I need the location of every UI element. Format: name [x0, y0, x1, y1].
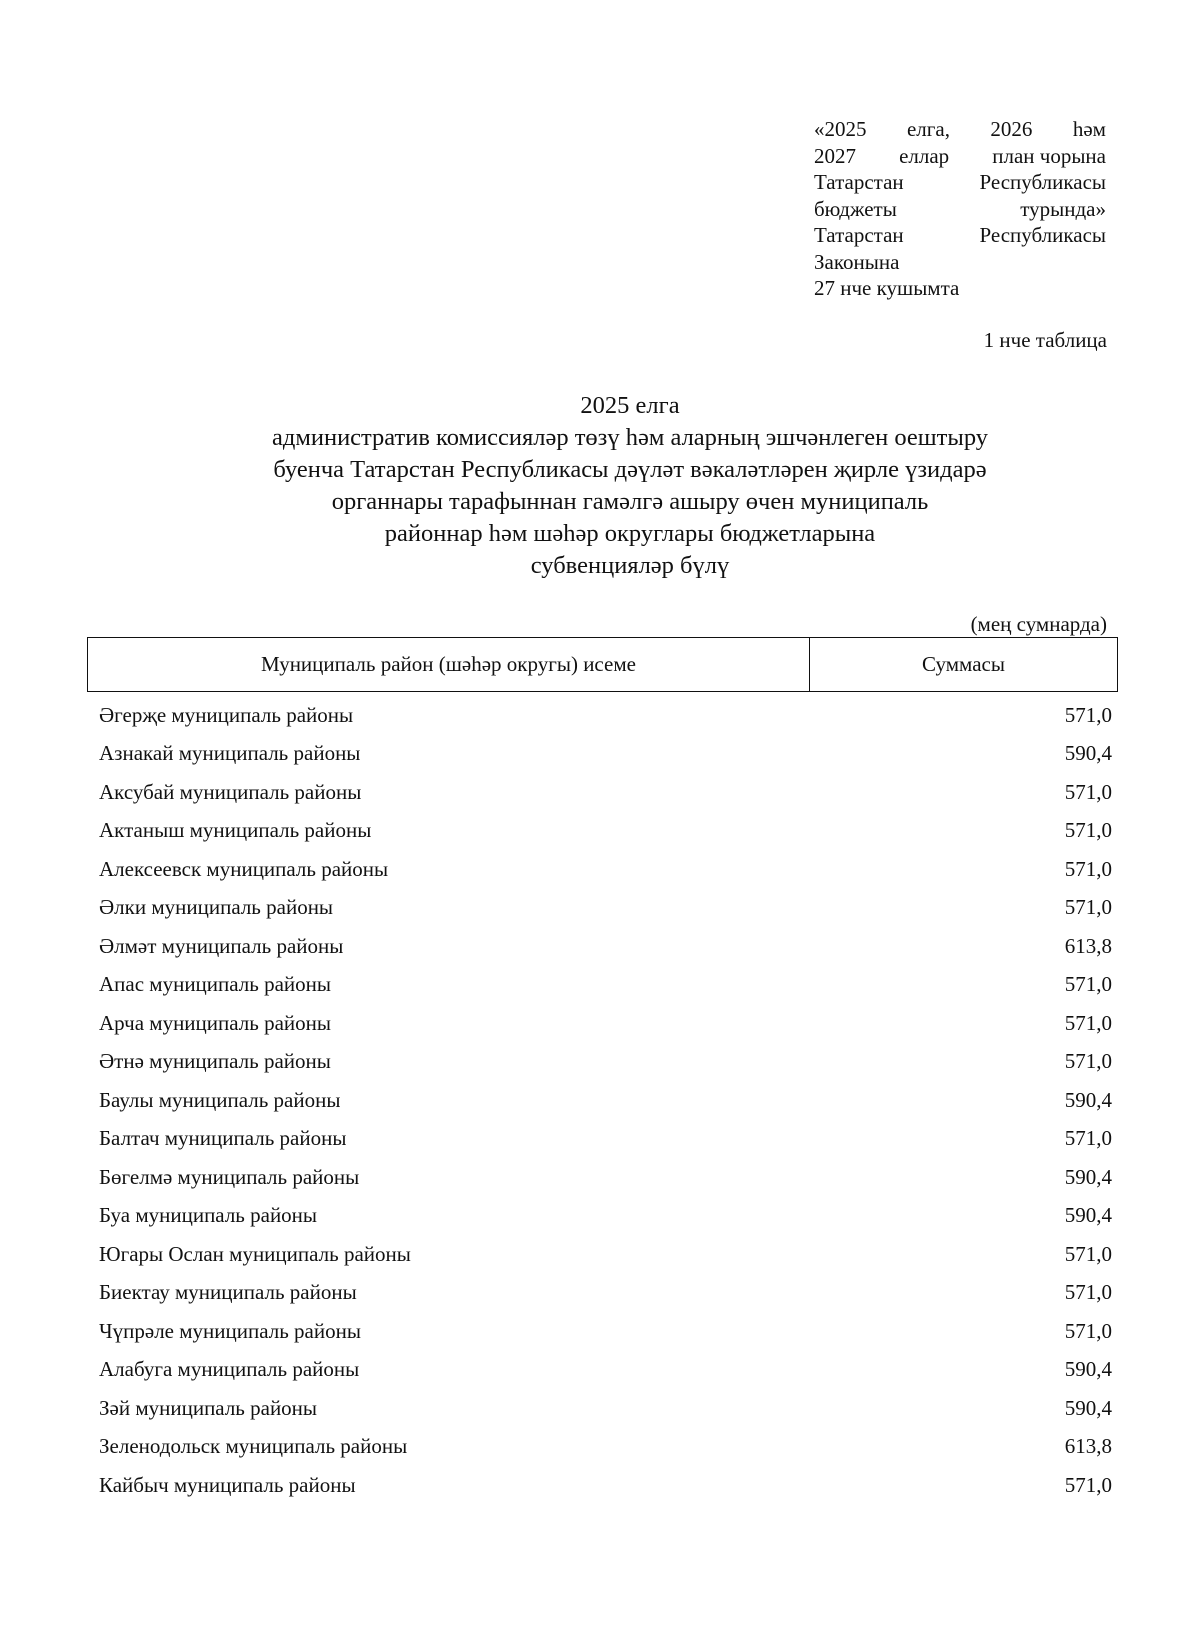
- amount-value: 571,0: [1064, 1241, 1112, 1266]
- table-row: [99, 1235, 1112, 1274]
- table-row: [99, 1389, 1112, 1428]
- table-row: [99, 1466, 1112, 1505]
- law-reference-line-1: [814, 116, 1106, 143]
- amount-value: 571,0: [1064, 1318, 1112, 1343]
- amount-value: 571,0: [1064, 972, 1112, 997]
- district-name: Алексеевск муниципаль районы: [99, 856, 389, 881]
- title-line: административ комиссияләр төзү һәм аларның эшчәнлеген оештыру: [272, 424, 988, 451]
- law-reference-word: Республикасы: [979, 170, 1106, 194]
- table-row: [99, 927, 1112, 966]
- law-reference-word: бюджеты: [814, 196, 897, 221]
- title-line: субвенцияләр бүлү: [530, 552, 730, 579]
- amount-value: 571,0: [1064, 1049, 1112, 1074]
- table-row: [99, 1428, 1112, 1467]
- district-name: Арча муниципаль районы: [99, 1010, 331, 1035]
- district-name: Әлмәт муниципаль районы: [99, 933, 344, 958]
- title-line: буенча Татарстан Республикасы дәүләт вәкаләтләрен җирле үзидарә: [273, 456, 987, 483]
- law-reference-line-5: [814, 222, 1106, 249]
- column-header-name: Муниципаль район (шәһәр округы) исеме: [88, 638, 810, 691]
- law-reference-word: һәм: [1072, 117, 1106, 141]
- amount-value: 590,4: [1064, 1087, 1112, 1112]
- amount-value: 590,4: [1064, 1164, 1112, 1189]
- table-number: 1 нче таблица: [983, 328, 1107, 352]
- district-name: Бөгелмә муниципаль районы: [99, 1164, 360, 1189]
- law-reference-word: Татарстан: [814, 223, 904, 247]
- amount-value: 571,0: [1064, 702, 1112, 727]
- district-name: Баулы муниципаль районы: [99, 1087, 341, 1112]
- amount-value: 571,0: [1064, 1472, 1112, 1497]
- district-name: Алабуга муниципаль районы: [99, 1357, 360, 1382]
- table-row: [99, 1081, 1112, 1120]
- table-row: [99, 735, 1112, 774]
- amount-value: 571,0: [1064, 1280, 1112, 1305]
- title-line: 2025 елга: [580, 392, 680, 419]
- law-reference-word: 2026: [990, 117, 1033, 141]
- amount-value: 613,8: [1064, 933, 1112, 958]
- district-name: Әтнә муниципаль районы: [99, 1049, 331, 1074]
- amount-value: 571,0: [1064, 856, 1112, 881]
- district-name: Биектау муниципаль районы: [99, 1280, 357, 1305]
- district-name: Әгерҗе муниципаль районы: [99, 702, 354, 727]
- district-name: Апас муниципаль районы: [99, 972, 331, 997]
- district-name: Зәй муниципаль районы: [99, 1395, 318, 1420]
- table-row: [99, 1274, 1112, 1313]
- table-row: [99, 889, 1112, 928]
- district-name: Буа муниципаль районы: [99, 1203, 318, 1228]
- district-name: Актаныш муниципаль районы: [99, 818, 372, 843]
- table-row: [99, 1197, 1112, 1236]
- amount-value: 571,0: [1064, 818, 1112, 843]
- table-row: [99, 966, 1112, 1005]
- district-name: Азнакай муниципаль районы: [99, 741, 361, 766]
- law-reference-word: турында»: [1020, 196, 1106, 221]
- district-name: Балтач муниципаль районы: [99, 1126, 347, 1151]
- title-line: органнары тарафыннан гамәлгә ашыру өчен муниципаль: [331, 488, 929, 515]
- district-name: Аксубай муниципаль районы: [99, 779, 362, 804]
- amount-value: 571,0: [1064, 1126, 1112, 1151]
- law-reference-line-6: Законына: [814, 249, 900, 274]
- table-header: [87, 637, 1118, 692]
- law-reference-line-4: [814, 196, 1106, 223]
- document-title: [130, 390, 1130, 582]
- table-row: [99, 696, 1112, 735]
- law-reference-word: план чорына: [992, 143, 1106, 168]
- law-reference-line-3: [814, 169, 1106, 196]
- amount-value: 571,0: [1064, 1010, 1112, 1035]
- table-row: [99, 812, 1112, 851]
- table-row: [99, 1312, 1112, 1351]
- law-reference-word: 2027: [814, 143, 856, 168]
- district-name: Зеленодольск муниципаль районы: [99, 1434, 408, 1459]
- amount-value: 571,0: [1064, 779, 1112, 804]
- table-row: [99, 773, 1112, 812]
- units-label: (мең сумнарда): [970, 612, 1107, 636]
- amount-value: 590,4: [1064, 1395, 1112, 1420]
- table-row: [99, 1120, 1112, 1159]
- amount-value: 590,4: [1064, 1357, 1112, 1382]
- law-reference-word: Республикасы: [979, 223, 1106, 247]
- district-name: Чүпрәле муниципаль районы: [99, 1318, 361, 1343]
- law-reference: [814, 116, 1106, 302]
- law-reference-line-2: [814, 143, 1106, 170]
- table-row: [99, 1043, 1112, 1082]
- amount-value: 613,8: [1064, 1434, 1112, 1459]
- table-row: [99, 1158, 1112, 1197]
- table-row: [99, 850, 1112, 889]
- law-reference-line-7: 27 нче кушымта: [814, 276, 960, 300]
- column-header-amount: Суммасы: [922, 652, 1005, 676]
- law-reference-word: «2025: [814, 117, 867, 141]
- amount-value: 571,0: [1064, 895, 1112, 920]
- title-line: районнар һәм шәһәр округлары бюджетларына: [384, 520, 876, 547]
- law-reference-word: Татарстан: [814, 170, 904, 194]
- district-name: Кайбыч муниципаль районы: [99, 1472, 356, 1497]
- law-reference-word: еллар: [899, 143, 950, 168]
- amount-value: 590,4: [1064, 1203, 1112, 1228]
- amount-value: 590,4: [1064, 741, 1112, 766]
- district-name: Әлки муниципаль районы: [99, 895, 334, 920]
- table-body: [99, 696, 1112, 1505]
- law-reference-word: елга,: [906, 117, 950, 141]
- table-row: [99, 1351, 1112, 1390]
- district-name: Югары Ослан муниципаль районы: [99, 1241, 411, 1266]
- table-row: [99, 1004, 1112, 1043]
